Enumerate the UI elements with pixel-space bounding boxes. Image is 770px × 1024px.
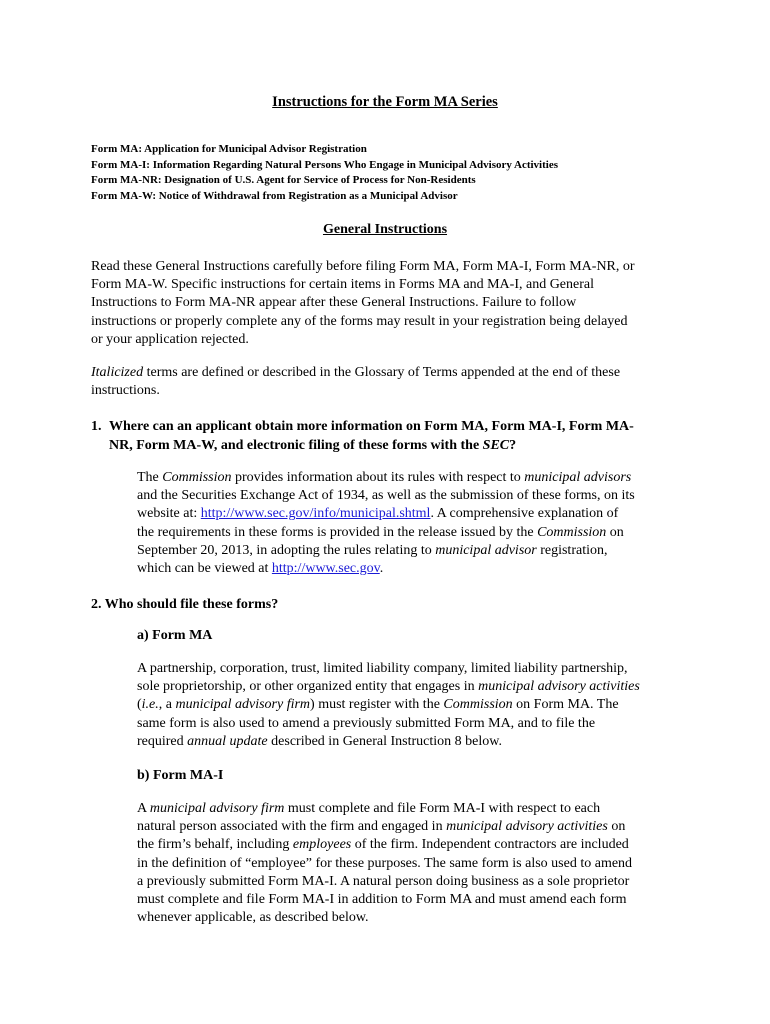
glossary-note-paragraph [91, 364, 691, 400]
text-line: instructions. [91, 383, 160, 399]
form-list-item: Form MA: Application for Municipal Advisor Registration [91, 143, 367, 155]
italic-term: i.e. [141, 697, 159, 713]
italic-term: Commission [537, 524, 607, 540]
text-fragment: A [137, 801, 150, 816]
text-line: Read these General Instructions carefully before filing Form MA, Form MA-I, Form MA-NR, or [91, 259, 635, 274]
italic-term: Commission [162, 470, 232, 485]
question-line [109, 436, 691, 455]
italic-term: municipal advisors [524, 470, 632, 485]
text-line [137, 524, 692, 542]
text-fragment: sole proprietorship, or other organized entity that engages in [137, 679, 479, 695]
italic-term: municipal advisory firm [149, 801, 285, 816]
text-fragment: NR, Form MA-W, and electronic filing of these forms with the [109, 438, 483, 453]
text-line [137, 836, 692, 854]
text-fragment: of the firm. Independent contractors are included [351, 837, 629, 853]
text-line [91, 364, 691, 382]
form-list-item: Form MA-I: Information Regarding Natural Persons Who Engage in Municipal Advisory Activities [91, 158, 558, 171]
form-list-item: Form MA-NR: Designation of U.S. Agent for Service of Process for Non-Residents [91, 174, 476, 186]
text-fragment: ) must register with the [310, 697, 444, 713]
italic-term: Italicized [91, 365, 144, 380]
italic-term: annual update [187, 733, 268, 749]
text-line: or your application rejected. [91, 331, 249, 347]
text-fragment: described in General Instruction 8 below. [267, 733, 502, 749]
text-line [137, 696, 692, 714]
question-2: 2. Who should file these forms? [91, 597, 279, 612]
text-line: a previously submitted Form MA-I. A natural person doing business as a sole proprietor [137, 873, 630, 889]
italic-term: municipal advisory activities [446, 819, 608, 835]
page-title: Instructions for the Form MA Series [272, 94, 498, 110]
text-line: in the definition of “employee” for these purposes. The same form is also used to amend [137, 855, 633, 871]
text-line: instructions or properly complete any of the forms may result in your registration being delayed [91, 313, 628, 329]
italic-term: municipal advisory activities [478, 679, 640, 695]
text-fragment: the requirements in these forms is provided in the release issued by the [137, 524, 538, 540]
form-ma-i-paragraph [137, 800, 692, 927]
text-fragment: ( [137, 697, 142, 713]
text-line: and the Securities Exchange Act of 1934, as well as the submission of these forms, on its [137, 488, 635, 504]
question-1 [91, 417, 691, 455]
text-line [137, 560, 692, 578]
text-fragment: on [606, 524, 624, 540]
text-line [137, 800, 692, 818]
text-fragment: the firm’s behalf, including [137, 837, 293, 853]
intro-paragraph [91, 258, 691, 349]
question-number: 1. [91, 419, 102, 434]
form-list [91, 142, 558, 204]
form-list-item: Form MA-W: Notice of Withdrawal from Registration as a Municipal Advisor [91, 189, 458, 202]
italic-term: Commission [443, 697, 513, 713]
sec-municipal-link[interactable]: http://www.sec.gov/info/municipal.shtml [200, 506, 431, 522]
text-fragment: must complete and file Form MA-I with respect to each [284, 801, 601, 816]
text-line: must complete and file Form MA-I in addition to Form MA and must amend each form [137, 892, 627, 908]
text-fragment: on [607, 819, 626, 835]
text-line [137, 678, 692, 696]
general-instructions-heading: General Instructions [322, 222, 448, 237]
subheading-form-ma-i: b) Form MA-I [137, 768, 224, 783]
text-fragment: on Form MA. The [512, 697, 619, 713]
text-line: Instructions to Form MA-NR appear after these General Instructions. Failure to follow [91, 295, 577, 311]
text-line: same form is also used to amend a previously submitted Form MA, and to file the [137, 715, 596, 731]
italic-term: employees [292, 837, 352, 853]
text-fragment: The [137, 470, 163, 485]
sec-home-link[interactable]: http://www.sec.gov [271, 561, 380, 577]
text-line [137, 818, 692, 836]
italic-term: SEC [482, 438, 510, 453]
text-line: A partnership, corporation, trust, limited liability company, limited liability partnership, [137, 661, 628, 676]
text-line [137, 469, 692, 487]
text-fragment: , a [158, 697, 176, 713]
text-fragment: ? [509, 438, 517, 453]
text-fragment: September 20, 2013, in adopting the rules relating to [137, 542, 436, 558]
italic-term: municipal advisory firm [175, 697, 311, 713]
italic-term: municipal advisor [435, 542, 537, 558]
text-fragment: terms are defined or described in the Glossary of Terms appended at the end of these [143, 365, 621, 380]
form-ma-paragraph [137, 660, 692, 751]
text-fragment: registration, [536, 542, 608, 558]
text-fragment: . [379, 561, 384, 577]
text-line [137, 733, 692, 751]
text-fragment: . A comprehensive explanation of [430, 506, 619, 522]
text-line [137, 542, 692, 560]
text-line: whenever applicable, as described below. [137, 910, 369, 926]
text-fragment: provides information about its rules with respect to [231, 470, 525, 485]
question-line: Where can an applicant obtain more information on Form MA, Form MA-I, Form MA- [109, 419, 634, 434]
text-fragment: which can be viewed at [137, 561, 272, 577]
text-line [137, 505, 692, 523]
text-line: Form MA-W. Specific instructions for certain items in Forms MA and MA-I, and General [91, 277, 595, 293]
text-fragment: natural person associated with the firm and engaged in [137, 819, 447, 835]
subheading-form-ma: a) Form MA [137, 628, 213, 643]
text-fragment: required [137, 733, 188, 749]
text-fragment: website at: [137, 506, 201, 522]
answer-1-paragraph [137, 469, 692, 578]
